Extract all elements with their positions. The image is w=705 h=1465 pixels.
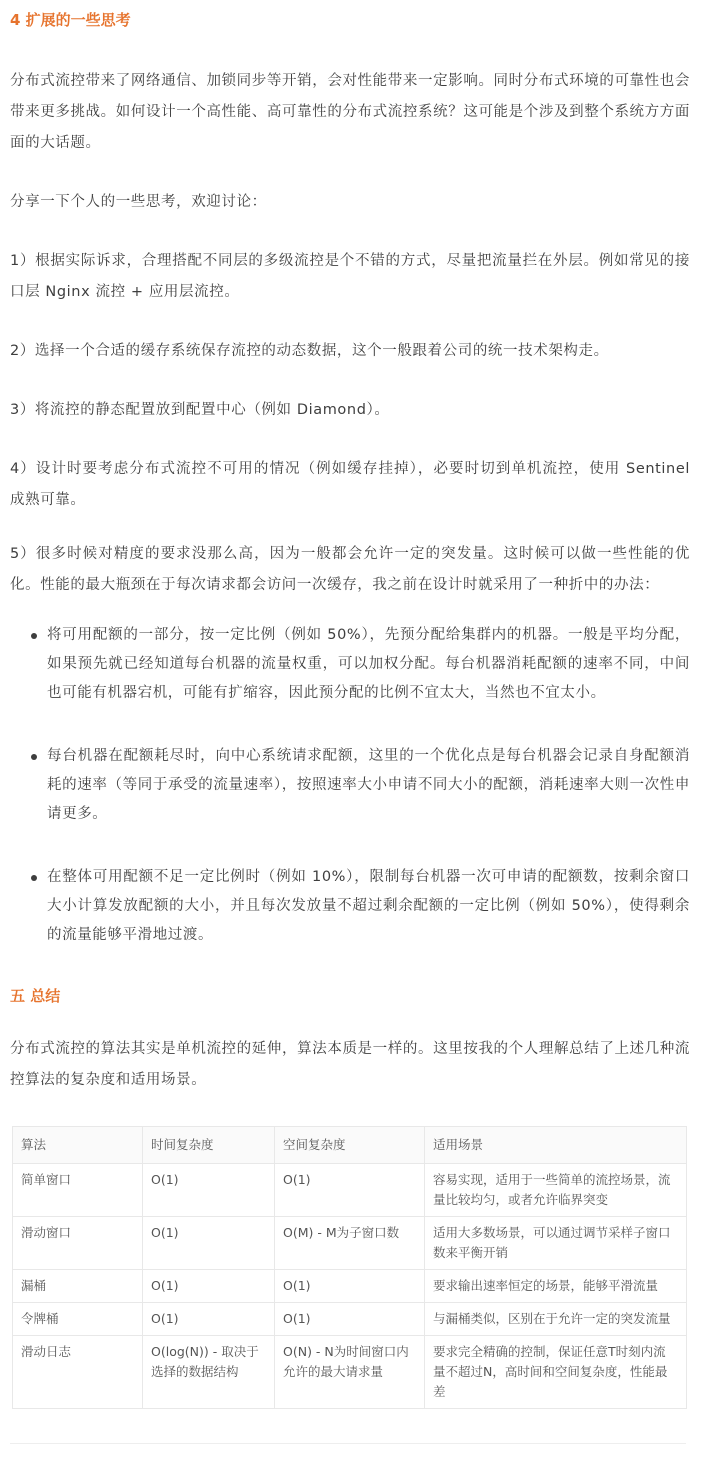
cell-use-case: 适用大多数场景，可以通过调节采样子窗口数来平衡开销 <box>425 1217 687 1270</box>
cell-algorithm: 令牌桶 <box>13 1303 143 1336</box>
bullet-item: 在整体可用配额不足一定比例时（例如 10%），限制每台机器一次可申请的配额数，按剩余窗口大小计算发放配额的大小，并且每次发放量不超过剩余配额的一定比例（例如 50%），使得剩余的流量能够平滑地过渡。 <box>47 863 690 950</box>
cell-time-complexity: O(1) <box>143 1217 275 1270</box>
point-1-paragraph: 1）根据实际诉求，合理搭配不同层的多级流控是个不错的方式，尽量把流量拦在外层。例如常见的接口层 Nginx 流控 + 应用层流控。 <box>10 253 690 300</box>
article-body <box>10 0 690 1409</box>
cell-algorithm: 滑动日志 <box>13 1336 143 1409</box>
cell-use-case: 要求输出速率恒定的场景，能够平滑流量 <box>425 1270 687 1303</box>
section-heading-5: 五 总结 <box>10 987 61 1005</box>
cell-space-complexity: O(N) - N为时间窗口内允许的最大请求量 <box>275 1336 425 1409</box>
table-row <box>13 1270 687 1303</box>
cell-space-complexity: O(M) - M为子窗口数 <box>275 1217 425 1270</box>
point-3-paragraph: 3）将流控的静态配置放到配置中心（例如 Diamond）。 <box>10 402 390 418</box>
cell-use-case: 容易实现，适用于一些简单的流控场景，流量比较均匀，或者允许临界突变 <box>425 1164 687 1217</box>
share-paragraph: 分享一下个人的一些思考，欢迎讨论： <box>10 194 267 210</box>
point-4-paragraph: 4）设计时要考虑分布式流控不可用的情况（例如缓存挂掉），必要时切到单机流控，使用 Sentinel 成熟可靠。 <box>10 461 690 508</box>
cell-space-complexity: O(1) <box>275 1270 425 1303</box>
bullet-item: 每台机器在配额耗尽时，向中心系统请求配额，这里的一个优化点是每台机器会记录自身配额消耗的速率（等同于承受的流量速率），按照速率大小申请不同大小的配额，消耗速率大则一次性申请更多。 <box>47 742 690 829</box>
section-heading-4: 4 扩展的一些思考 <box>10 11 131 29</box>
optimization-bullet-list <box>10 621 690 950</box>
point-2-paragraph: 2）选择一个合适的缓存系统保存流控的动态数据，这个一般跟着公司的统一技术架构走。 <box>10 343 609 359</box>
cell-use-case: 与漏桶类似，区别在于允许一定的突发流量 <box>425 1303 687 1336</box>
cell-space-complexity: O(1) <box>275 1164 425 1217</box>
table-row <box>13 1303 687 1336</box>
cell-use-case: 要求完全精确的控制，保证任意T时刻内流量不超过N，高时间和空间复杂度，性能最差 <box>425 1336 687 1409</box>
intro-paragraph: 分布式流控带来了网络通信、加锁同步等开销，会对性能带来一定影响。同时分布式环境的可靠性也会带来更多挑战。如何设计一个高性能、高可靠性的分布式流控系统？这可能是个涉及到整个系统方方面面的大话题。 <box>10 73 690 151</box>
table-header-row <box>13 1127 687 1164</box>
cell-time-complexity: O(log(N)) - 取决于选择的数据结构 <box>143 1336 275 1409</box>
header-time-complexity: 时间复杂度 <box>143 1127 275 1164</box>
summary-paragraph: 分布式流控的算法其实是单机流控的延伸，算法本质是一样的。这里按我的个人理解总结了上述几种流控算法的复杂度和适用场景。 <box>10 1041 690 1088</box>
cell-algorithm: 简单窗口 <box>13 1164 143 1217</box>
cell-time-complexity: O(1) <box>143 1303 275 1336</box>
point-5-paragraph: 5）很多时候对精度的要求没那么高，因为一般都会允许一定的突发量。这时候可以做一些性能的优化。性能的最大瓶颈在于每次请求都会访问一次缓存，我之前在设计时就采用了一种折中的办法： <box>10 546 690 593</box>
algorithm-comparison-table <box>12 1126 687 1409</box>
bullet-item: 将可用配额的一部分，按一定比例（例如 50%），先预分配给集群内的机器。一般是平均分配，如果预先就已经知道每台机器的流量权重，可以加权分配。每台机器消耗配额的速率不同，中间也可能有机器宕机，可能有扩缩容，因此预分配的比例不宜太大，当然也不宜太小。 <box>47 621 690 708</box>
table-row <box>13 1164 687 1217</box>
table-row <box>13 1336 687 1409</box>
header-algorithm: 算法 <box>13 1127 143 1164</box>
cell-time-complexity: O(1) <box>143 1270 275 1303</box>
header-use-case: 适用场景 <box>425 1127 687 1164</box>
cell-algorithm: 滑动窗口 <box>13 1217 143 1270</box>
table-row <box>13 1217 687 1270</box>
cell-algorithm: 漏桶 <box>13 1270 143 1303</box>
bottom-divider <box>10 1443 686 1444</box>
algorithm-comparison-table-wrapper <box>12 1126 686 1409</box>
cell-time-complexity: O(1) <box>143 1164 275 1217</box>
cell-space-complexity: O(1) <box>275 1303 425 1336</box>
header-space-complexity: 空间复杂度 <box>275 1127 425 1164</box>
